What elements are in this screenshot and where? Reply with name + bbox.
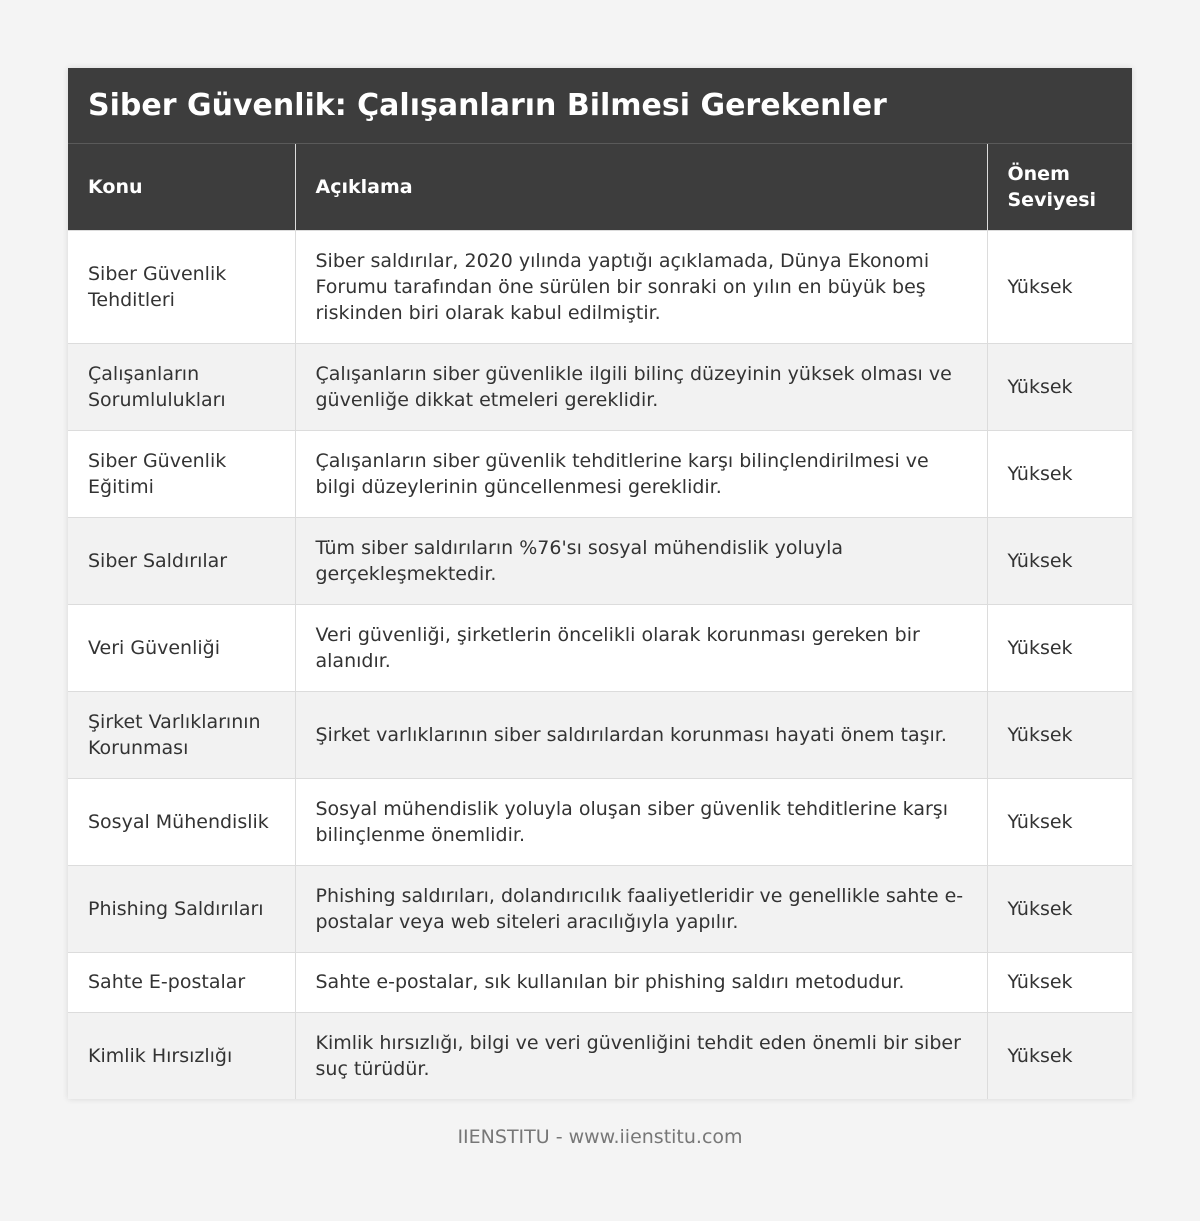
column-header-konu: Konu [68,144,295,230]
cell-aciklama: Sahte e-postalar, sık kullanılan bir phishing saldırı metodudur. [295,952,987,1012]
cell-onem: Yüksek [987,343,1132,430]
cell-konu: Phishing Saldırıları [68,865,295,952]
cell-konu: Siber Saldırılar [68,517,295,604]
table-row [68,604,1132,691]
cell-aciklama: Kimlik hırsızlığı, bilgi ve veri güvenliğini tehdit eden önemli bir siber suç türüdür. [295,1012,987,1099]
table-card [68,68,1132,1099]
table-row [68,230,1132,343]
cell-onem: Yüksek [987,952,1132,1012]
cell-aciklama: Tüm siber saldırıların %76'sı sosyal mühendislik yoluyla gerçekleşmektedir. [295,517,987,604]
table-row [68,952,1132,1012]
column-header-aciklama: Açıklama [295,144,987,230]
data-table [68,144,1132,1099]
cell-onem: Yüksek [987,1012,1132,1099]
cell-onem: Yüksek [987,865,1132,952]
cell-onem: Yüksek [987,517,1132,604]
table-row [68,343,1132,430]
column-header-onem: Önem Seviyesi [987,144,1132,230]
cell-konu: Veri Güvenliği [68,604,295,691]
cell-onem: Yüksek [987,604,1132,691]
cell-aciklama: Phishing saldırıları, dolandırıcılık faaliyetleridir ve genellikle sahte e-postalar veya web siteleri aracılığıyla yapılır. [295,865,987,952]
cell-aciklama: Veri güvenliği, şirketlerin öncelikli olarak korunması gereken bir alanıdır. [295,604,987,691]
table-row [68,778,1132,865]
cell-konu: Çalışanların Sorumlulukları [68,343,295,430]
cell-onem: Yüksek [987,778,1132,865]
table-row [68,865,1132,952]
table-row [68,430,1132,517]
cell-konu: Sahte E-postalar [68,952,295,1012]
cell-aciklama: Çalışanların siber güvenlikle ilgili bilinç düzeyinin yüksek olması ve güvenliğe dikkat etmeleri gereklidir. [295,343,987,430]
table-row [68,1012,1132,1099]
cell-onem: Yüksek [987,691,1132,778]
footer-credit: IIENSTITU - www.iienstitu.com [457,1126,743,1148]
cell-konu: Sosyal Mühendislik [68,778,295,865]
title-bar [68,68,1132,144]
cell-onem: Yüksek [987,230,1132,343]
table-header [68,144,1132,230]
cell-aciklama: Sosyal mühendislik yoluyla oluşan siber güvenlik tehditlerine karşı bilinçlenme önemlidir. [295,778,987,865]
table-row [68,691,1132,778]
cell-aciklama: Çalışanların siber güvenlik tehditlerine karşı bilinçlendirilmesi ve bilgi düzeylerinin güncellenmesi gereklidir. [295,430,987,517]
page-title: Siber Güvenlik: Çalışanların Bilmesi Gerekenler [88,88,887,123]
table-body [68,230,1132,1099]
cell-aciklama: Şirket varlıklarının siber saldırılardan korunması hayati önem taşır. [295,691,987,778]
cell-onem: Yüksek [987,430,1132,517]
table-row [68,517,1132,604]
cell-konu: Şirket Varlıklarının Korunması [68,691,295,778]
cell-aciklama: Siber saldırılar, 2020 yılında yaptığı açıklamada, Dünya Ekonomi Forumu tarafından öne sürülen bir sonraki on yılın en büyük beş riskinden biri olarak kabul edilmiştir. [295,230,987,343]
cell-konu: Siber Güvenlik Tehditleri [68,230,295,343]
cell-konu: Kimlik Hırsızlığı [68,1012,295,1099]
cell-konu: Siber Güvenlik Eğitimi [68,430,295,517]
